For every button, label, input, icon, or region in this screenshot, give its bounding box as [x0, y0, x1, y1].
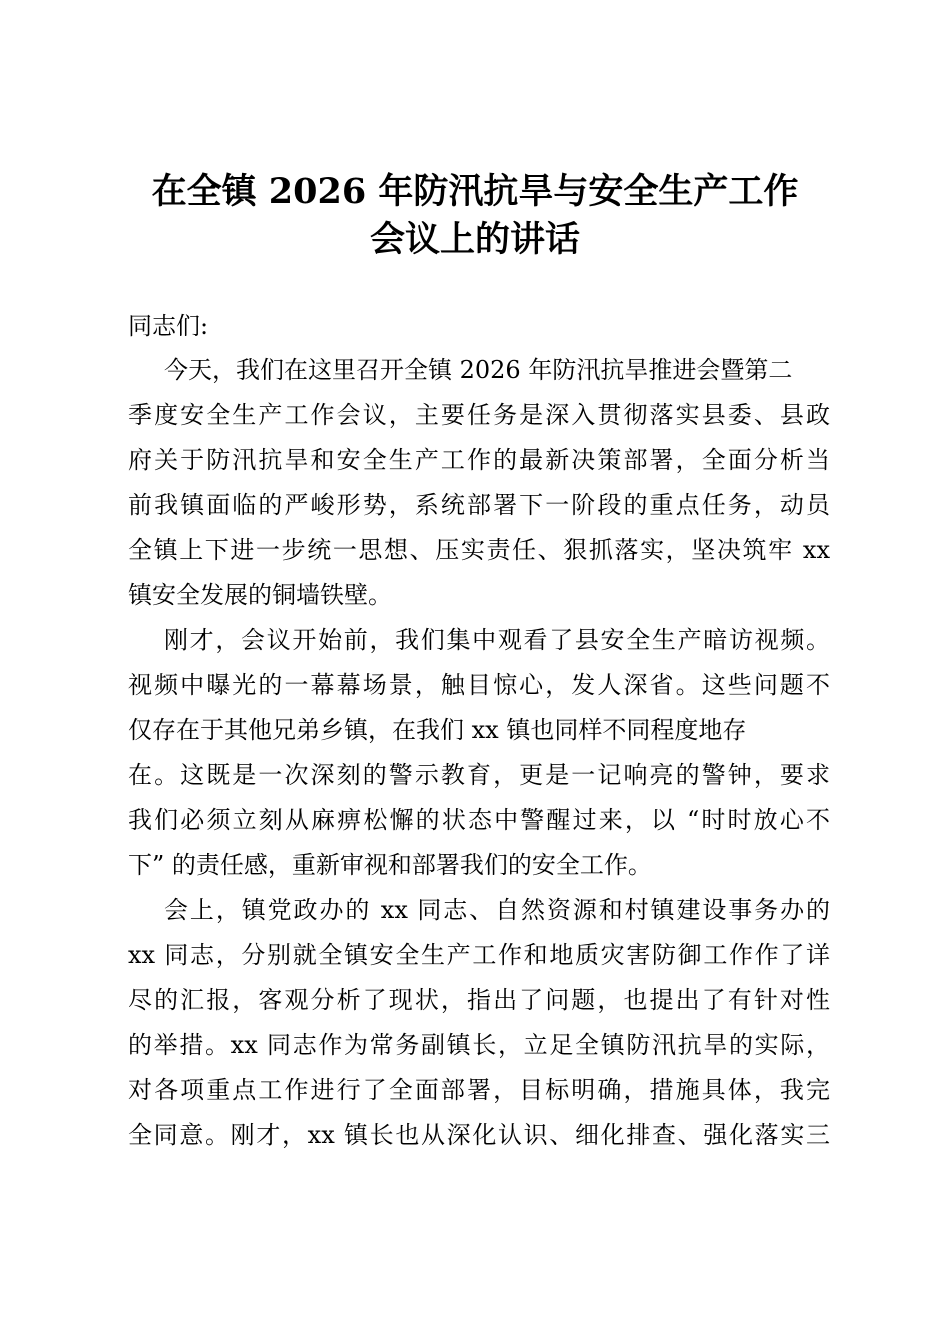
paragraph-line: 今天，我们在这里召开全镇 2026 年防汛抗旱推进会暨第二: [164, 356, 793, 384]
paragraph-line: 季度安全生产工作会议，主要任务是深入贯彻落实县委、县政: [128, 401, 830, 429]
paragraph-line: 刚才，会议开始前，我们集中观看了县安全生产暗访视频。: [164, 626, 830, 654]
paragraph-line: 尽的汇报，客观分析了现状，指出了问题，也提出了有针对性: [128, 986, 830, 1014]
paragraph-line: 下” 的责任感，重新审视和部署我们的安全工作。: [128, 851, 652, 879]
paragraph-line: 会上，镇党政办的 xx 同志、自然资源和村镇建设事务办的: [164, 896, 830, 924]
paragraph-line: 全镇上下进一步统一思想、压实责任、狠抓落实，坚决筑牢 xx: [128, 536, 830, 564]
paragraph-line: 对各项重点工作进行了全面部署，目标明确，措施具体，我完: [128, 1076, 830, 1104]
title-line-2: 会议上的讲话: [369, 219, 580, 260]
salutation: 同志们:: [128, 312, 209, 340]
title-line-1: 在全镇 2026 年防汛抗旱与安全生产工作: [151, 171, 799, 212]
paragraph-line: 我们必须立刻从麻痹松懈的状态中警醒过来，以 “时时放心不: [128, 806, 830, 834]
paragraph-line: 仅存在于其他兄弟乡镇，在我们 xx 镇也同样不同程度地存: [128, 716, 747, 744]
paragraph-line: 视频中曝光的一幕幕场景，触目惊心，发人深省。这些问题不: [128, 671, 830, 699]
paragraph-line: 镇安全发展的铜墙铁壁。: [128, 581, 392, 609]
paragraph-line: xx 同志，分别就全镇安全生产工作和地质灾害防御工作作了详: [128, 941, 830, 969]
paragraph-line: 在。这既是一次深刻的警示教育，更是一记响亮的警钟，要求: [128, 761, 830, 789]
paragraph-line: 前我镇面临的严峻形势，系统部署下一阶段的重点任务，动员: [128, 491, 830, 519]
paragraph-line: 全同意。刚才，xx 镇长也从深化认识、细化排查、强化落实三: [128, 1121, 830, 1149]
paragraph-line: 的举措。xx 同志作为常务副镇长，立足全镇防汛抗旱的实际，: [128, 1031, 830, 1059]
paragraph-line: 府关于防汛抗旱和安全生产工作的最新决策部署，全面分析当: [128, 446, 830, 474]
